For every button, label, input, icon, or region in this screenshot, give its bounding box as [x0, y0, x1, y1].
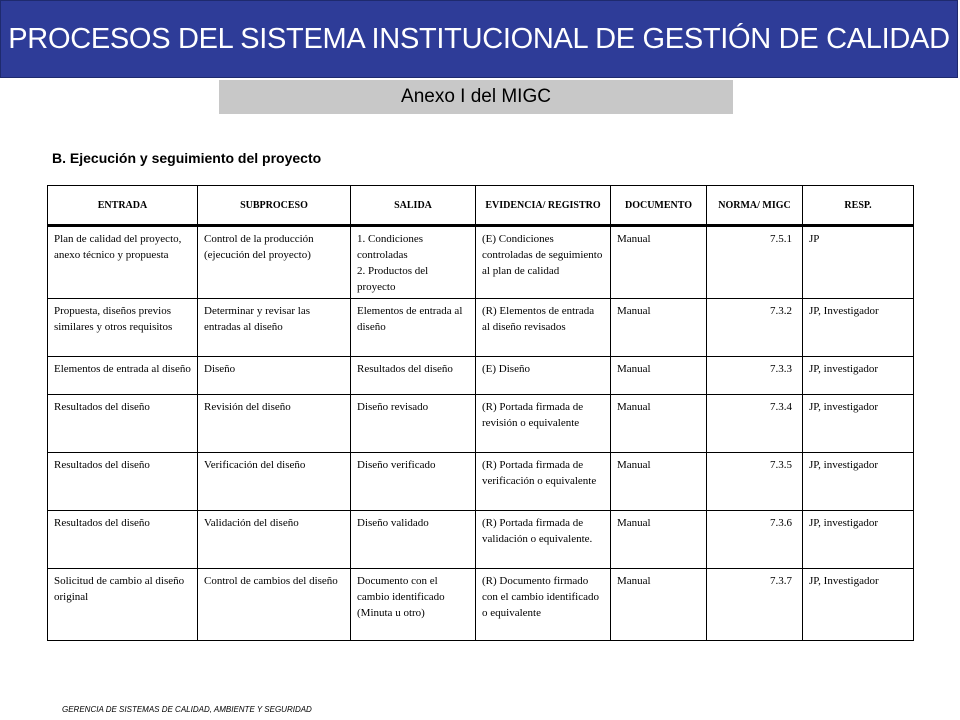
cell-norma: 7.3.3: [707, 357, 803, 395]
cell-evidencia: (R) Portada firmada de revisión o equivalente: [476, 395, 611, 453]
cell-salida: [351, 226, 476, 299]
cell-entrada: Resultados del diseño: [48, 395, 198, 453]
table-row: [48, 453, 914, 511]
column-header-entrada: ENTRADA: [48, 186, 198, 226]
cell-documento: Manual: [611, 569, 707, 641]
cell-salida: Diseño revisado: [351, 395, 476, 453]
cell-salida: Resultados del diseño: [351, 357, 476, 395]
cell-documento: Manual: [611, 299, 707, 357]
salida-line: 1. Condiciones controladas 2. Productos del proyecto: [357, 233, 429, 293]
column-header-evidencia: EVIDENCIA/ REGISTRO: [476, 186, 611, 226]
cell-evidencia: (E) Diseño: [476, 357, 611, 395]
table-row: [48, 395, 914, 453]
table-header-row: [48, 186, 914, 226]
cell-norma: 7.5.1: [707, 226, 803, 299]
cell-salida: Documento con el cambio identificado (Minuta u otro): [351, 569, 476, 641]
process-table: [47, 185, 914, 641]
cell-entrada: Resultados del diseño: [48, 453, 198, 511]
cell-resp: JP: [803, 226, 914, 299]
column-header-documento: DOCUMENTO: [611, 186, 707, 226]
title-banner: [0, 0, 958, 78]
cell-resp: JP, Investigador: [803, 569, 914, 641]
section-title: B. Ejecución y seguimiento del proyecto: [52, 150, 322, 166]
cell-entrada: Solicitud de cambio al diseño original: [48, 569, 198, 641]
cell-subproceso: Diseño: [198, 357, 351, 395]
cell-resp: JP, investigador: [803, 453, 914, 511]
cell-resp: JP, investigador: [803, 395, 914, 453]
cell-evidencia: (R) Elementos de entrada al diseño revisados: [476, 299, 611, 357]
table-row: [48, 569, 914, 641]
table-row: [48, 226, 914, 299]
cell-entrada: Elementos de entrada al diseño: [48, 357, 198, 395]
cell-subproceso: Revisión del diseño: [198, 395, 351, 453]
cell-documento: Manual: [611, 511, 707, 569]
cell-entrada: Resultados del diseño: [48, 511, 198, 569]
cell-subproceso: Verificación del diseño: [198, 453, 351, 511]
cell-resp: JP, investigador: [803, 511, 914, 569]
column-header-salida: SALIDA: [351, 186, 476, 226]
cell-evidencia: (R) Portada firmada de verificación o equivalente: [476, 453, 611, 511]
cell-evidencia: (R) Portada firmada de validación o equivalente.: [476, 511, 611, 569]
annex-subheader: [219, 80, 733, 114]
cell-entrada: Plan de calidad del proyecto, anexo técnico y propuesta: [48, 226, 198, 299]
cell-documento: Manual: [611, 395, 707, 453]
cell-documento: Manual: [611, 226, 707, 299]
cell-resp: JP, Investigador: [803, 299, 914, 357]
cell-subproceso: Validación del diseño: [198, 511, 351, 569]
cell-resp: JP, investigador: [803, 357, 914, 395]
cell-norma: 7.3.6: [707, 511, 803, 569]
cell-evidencia: (E) Condiciones controladas de seguimiento al plan de calidad: [476, 226, 611, 299]
table-row: [48, 299, 914, 357]
cell-evidencia: (R) Documento firmado con el cambio identificado o equivalente: [476, 569, 611, 641]
column-header-norma: NORMA/ MIGC: [707, 186, 803, 226]
table-row: [48, 357, 914, 395]
cell-salida: Diseño validado: [351, 511, 476, 569]
column-header-resp: RESP.: [803, 186, 914, 226]
cell-subproceso: Control de cambios del diseño: [198, 569, 351, 641]
cell-salida: Elementos de entrada al diseño: [351, 299, 476, 357]
footer-text: GERENCIA DE SISTEMAS DE CALIDAD, AMBIENTE Y SEGURIDAD: [62, 705, 312, 714]
cell-documento: Manual: [611, 453, 707, 511]
cell-subproceso: Determinar y revisar las entradas al diseño: [198, 299, 351, 357]
cell-documento: Manual: [611, 357, 707, 395]
cell-entrada: Propuesta, diseños previos similares y otros requisitos: [48, 299, 198, 357]
annex-label: Anexo I del MIGC: [401, 86, 551, 107]
cell-salida: Diseño verificado: [351, 453, 476, 511]
page-title: PROCESOS DEL SISTEMA INSTITUCIONAL DE GESTIÓN DE CALIDAD: [8, 22, 950, 55]
cell-norma: 7.3.5: [707, 453, 803, 511]
cell-norma: 7.3.7: [707, 569, 803, 641]
cell-norma: 7.3.4: [707, 395, 803, 453]
cell-subproceso: Control de la producción (ejecución del proyecto): [198, 226, 351, 299]
column-header-subproceso: SUBPROCESO: [198, 186, 351, 226]
table-row: [48, 511, 914, 569]
cell-norma: 7.3.2: [707, 299, 803, 357]
